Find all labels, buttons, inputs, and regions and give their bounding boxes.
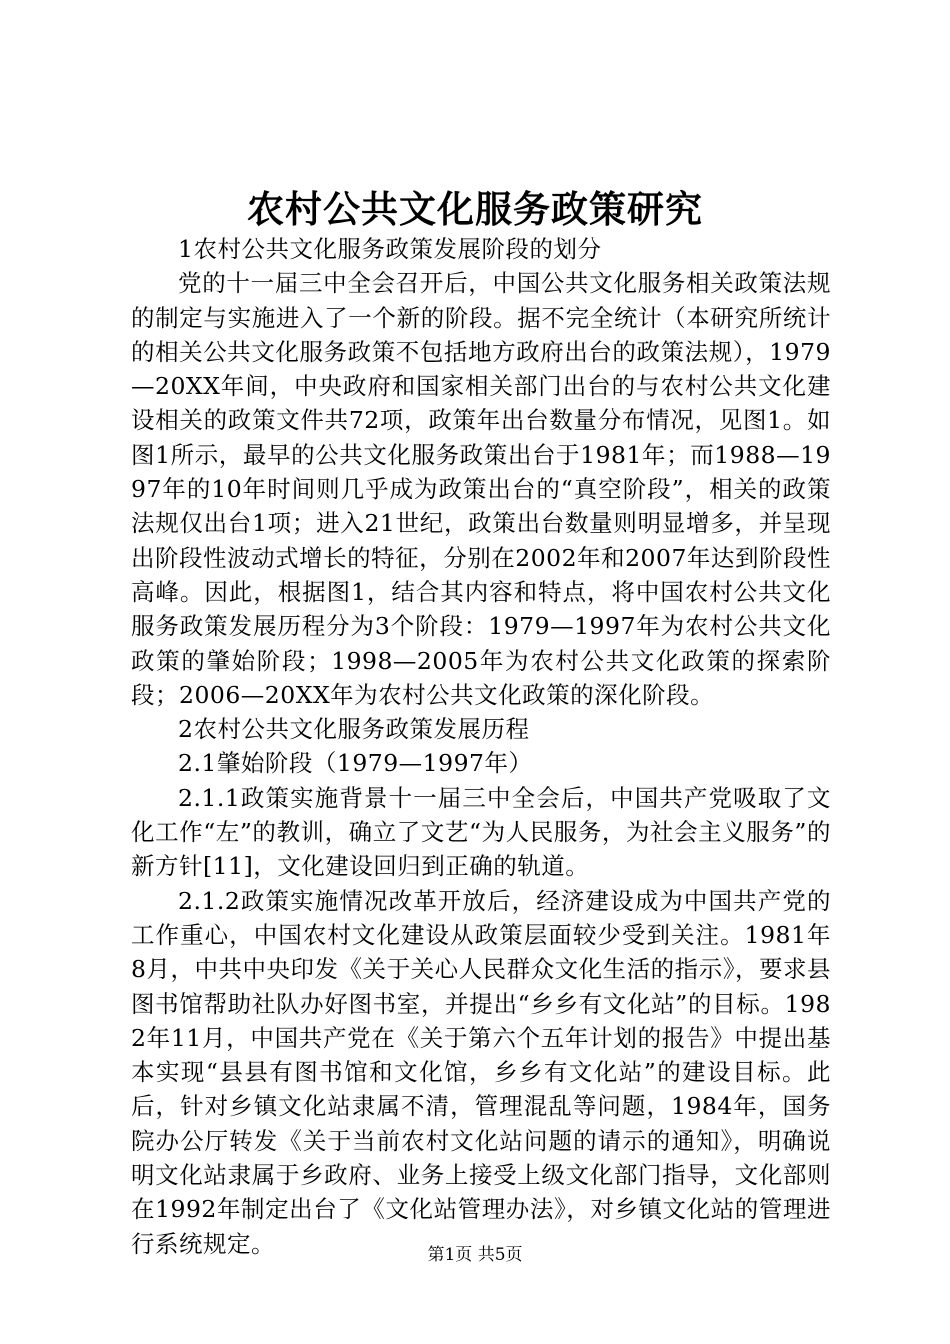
document-body [131,232,831,1261]
paragraph-2-1-1: 2.1.1政策实施背景十一届三中全会后，中国共产党吸取了文化工作“左”的教训，确立了文艺“为人民服务，为社会主义服务”的新方针[11]，文化建设回归到正确的轨道。 [131,783,831,881]
page-footer: 第1页 共5页 [427,1245,523,1265]
paragraph-intro: 党的十一届三中全会召开后，中国公共文化服务相关政策法规的制定与实施进入了一个新的阶段。据不完全统计（本研究所统计的相关公共文化服务政策不包括地方政府出台的政策法规），1979—20XX年间，中央政府和国家相关部门出台的与农村公共文化建设相关的政策文件共72项，政策年出台数量分布情况，见图1。如图1所示，最早的公共文化服务政策出台于1981年；而1988—1997年的10年时间则几乎成为政策出台的“真空阶段”，相关的政策法规仅出台1项；进入21世纪，政策出台数量则明显增多，并呈现出阶段性波动式增长的特征，分别在2002年和2007年达到阶段性高峰。因此，根据图1，结合其内容和特点，将中国农村公共文化服务政策发展历程分为3个阶段：1979—1997年为农村公共文化政策的肇始阶段；1998—2005年为农村公共文化政策的探索阶段；2006—20XX年为农村公共文化政策的深化阶段。 [131,269,831,709]
section-heading-2: 2农村公共文化服务政策发展历程 [178,715,530,744]
subsection-heading-2-1: 2.1肇始阶段（1979—1997年） [178,749,533,778]
paragraph-2-1-2: 2.1.2政策实施情况改革开放后，经济建设成为中国共产党的工作重心，中国农村文化建设从政策层面较少受到关注。1981年8月，中共中央印发《关于关心人民群众文化生活的指示》，要求县图书馆帮助社队办好图书室，并提出“乡乡有文化站”的目标。1982年11月，中国共产党在《关于第六个五年计划的报告》中提出基本实现“县县有图书馆和文化馆，乡乡有文化站”的建设目标。此后，针对乡镇文化站隶属不清，管理混乱等问题，1984年，国务院办公厅转发《关于当前农村文化站问题的请示的通知》，明确说明文化站隶属于乡政府、业务上接受上级文化部门指导，文化部则在1992年制定出台了《文化站管理办法》，对乡镇文化站的管理进行系统规定。 [131,886,831,1258]
section-heading-1: 1农村公共文化服务政策发展阶段的划分 [178,235,602,263]
document-title: 农村公共文化服务政策研究 [247,187,703,231]
